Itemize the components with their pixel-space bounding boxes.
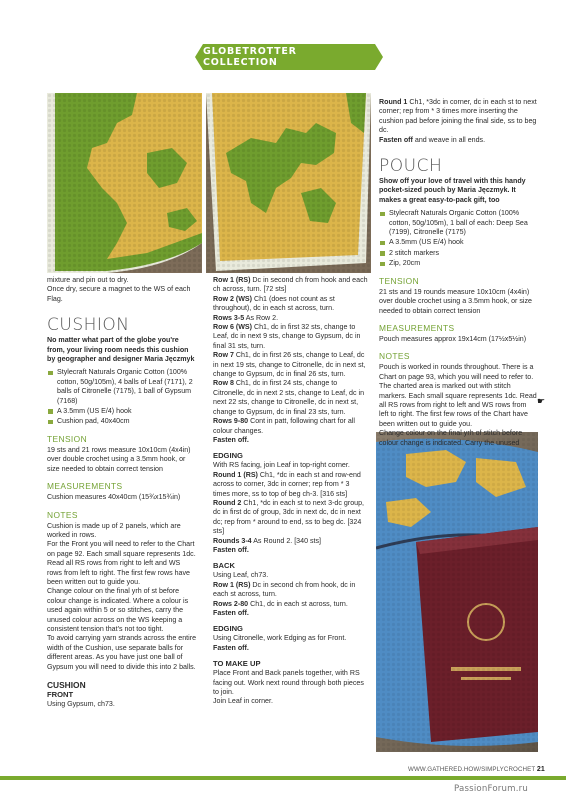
column-3 — [379, 98, 537, 448]
list-item: Cushion pad, 40x40cm — [47, 417, 197, 426]
notes-heading: NOTES — [379, 351, 410, 362]
round-text: Ch1, *3dc in corner, dc in each st to next corner; rep from * 3 times more inserting the cushion pad before joining the final side, ss to beg dc. — [379, 98, 537, 135]
edging-heading: EDGING — [213, 624, 243, 634]
cushion-heading: CUSHION — [47, 315, 130, 336]
front-text: Using Gypsum, ch73. — [47, 700, 115, 708]
fasten-off-text: Fasten off. — [213, 643, 249, 652]
fasten-off-text: Fasten off. — [213, 545, 249, 554]
make-up-text: Join Leaf in corner. — [213, 697, 273, 706]
make-up-heading: TO MAKE UP — [213, 659, 261, 669]
measurements-text: Pouch measures approx 19x14cm (17½x5½in) — [379, 334, 527, 343]
pouch-intro: Show off your love of travel with this handy pocket-sized pouch by Maria Jęczmyk. It makes a great easy-to-pack gift, too — [379, 177, 526, 204]
footer-bar — [0, 776, 566, 780]
row-text: Ch1, dc in each st across, turn. — [248, 599, 348, 608]
col1-text: mixture and pin out to dry. — [47, 276, 129, 284]
row-label: Row 2 (WS) — [213, 294, 253, 303]
edging-heading: EDGING — [213, 451, 243, 461]
cushion-photo-left — [47, 93, 202, 273]
edging-text: With RS facing, join Leaf in top-right corner. — [213, 461, 350, 470]
list-item: A 3.5mm (US E/4) hook — [47, 407, 197, 416]
back-text: Using Leaf, ch73. — [213, 571, 269, 580]
continue-arrow-icon: ☛ — [537, 396, 546, 406]
row-label: Row 8 — [213, 379, 234, 388]
row-text: As Row 2. — [244, 313, 279, 322]
tension-text: 19 sts and 21 rows measure 10x10cm (4x4in) over double crochet using a 3.5mm hook, or size needed to obtain correct tension — [47, 445, 191, 473]
front-heading: FRONT — [47, 690, 74, 699]
notes-text: To avoid carrying yarn strands across the entire width of the Cushion, use separate balls for different areas. As you have just one ball of Gypsum you will need to divide this into 2 balls. — [47, 634, 197, 671]
round-text: Ch1, *dc in each st to next 3-dc group, dc in first dc of group, 3dc in next dc, dc in next dc; rep from * around to end, ss to beg dc. [324 sts] — [213, 498, 365, 536]
tension-heading: TENSION — [47, 433, 88, 444]
row-text: Dc in second ch from hook, dc in each st across, turn. — [213, 580, 356, 599]
fasten-off-text: Fasten off. — [213, 609, 249, 617]
cushion-section-heading: CUSHION — [47, 680, 86, 690]
row-text: Ch1, dc in first 24 sts, change to Citronelle, dc in next 2 sts, change to Leaf, dc in next 22 sts, change to Citronelle, dc in next st, change to Gypsum, dc in final 23 sts, turn. — [213, 379, 365, 416]
page-number: 21 — [536, 766, 545, 773]
back-heading: BACK — [213, 561, 235, 571]
col1-text: Once dry, secure a magnet to the WS of each Flag. — [47, 285, 191, 303]
tension-heading: TENSION — [379, 275, 420, 286]
cushion-intro: No matter what part of the globe you're from, your living room needs this cushion by geographer and designer Maria Jęczmyk — [47, 336, 195, 364]
row-label: Rows 9-80 — [213, 417, 249, 426]
list-item: 2 stitch markers — [379, 249, 537, 258]
row-text: Dc in second ch from hook and each ch across, turn. [72 sts] — [213, 276, 368, 294]
pouch-materials-list — [379, 209, 537, 268]
row-label: Row 1 (RS) — [213, 580, 251, 589]
row-label: Row 1 (RS) — [213, 276, 251, 284]
footer-url: WWW.GATHERED.HOW/SIMPLYCROCHET — [408, 766, 536, 773]
row-label: Rows 3-5 — [213, 313, 245, 322]
round-label: Rounds 3-4 — [213, 536, 252, 545]
list-item: Stylecraft Naturals Organic Cotton (100% cotton, 50g/105m), 4 balls of Leaf (7171), 2 balls of Citronelle (7175), 1 ball of Gypsum (7168) — [47, 368, 197, 406]
page-footer — [408, 766, 545, 773]
row-text: Cont in patt, following chart for all colour changes. — [213, 417, 355, 435]
row-text: Ch1, dc in first 26 sts, change to Leaf, dc in next 19 sts, change to Citronelle, dc in next st, change to Gypsum, dc in final 26 sts, turn. — [213, 351, 366, 379]
column-2 — [213, 276, 368, 707]
column-1 — [47, 276, 197, 709]
pouch-heading: POUCH — [379, 156, 443, 177]
notes-text: Change colour on the final yrh of stitch before colour change is indicated. Carry the unused — [379, 429, 523, 447]
list-item: Zip, 20cm — [379, 259, 537, 268]
row-text: Ch1 (does not count as st throughout), dc in each st across, turn. — [213, 294, 335, 313]
row-label: Rows 2-80 — [213, 599, 249, 608]
notes-text: Change colour on the final yrh of st before colour change is indicated. Where a colour is used again within 5 or so stitches, carry the unused colour across on the WS keeping a consistent tension that's not too tight. — [47, 587, 189, 633]
row-text: Ch1, dc in first 32 sts, change to Leaf, dc in next 9 sts, change to Gypsum, dc in final 31 sts, turn. — [213, 323, 361, 350]
notes-text: Cushion is made up of 2 panels, which are worked in rows. — [47, 521, 181, 539]
measurements-text: Cushion measures 40x40cm (15¾x15¾in) — [47, 493, 181, 502]
edging-text: Using Citronelle, work Edging as for Front. — [213, 634, 347, 643]
cushion-photo-right — [206, 93, 371, 273]
fasten-off-label: Fasten off — [379, 135, 413, 144]
list-item: A 3.5mm (US E/4) hook — [379, 238, 537, 247]
tension-text: 21 sts and 19 rounds measure 10x10cm (4x4in) over double crochet using a 3.5mm hook, or size needed to obtain correct tension — [379, 287, 532, 315]
notes-text: For the Front you will need to refer to the Chart on page 92. Each small square represents 1dc. Read all RS rows from right to left and WS rows from left to right. The first few rows have been written out to guide you. — [47, 540, 196, 586]
measurements-heading: MEASUREMENTS — [379, 322, 455, 333]
round-label: Round 1 — [379, 98, 408, 106]
collection-banner-label: GLOBETROTTER COLLECTION — [203, 46, 297, 68]
cushion-materials-list — [47, 368, 197, 426]
round-label: Round 2 — [213, 498, 242, 507]
round-label: Round 1 (RS) — [213, 470, 258, 479]
fasten-off-text: and weave in all ends. — [412, 135, 486, 144]
measurements-heading: MEASUREMENTS — [47, 481, 123, 492]
make-up-text: Place Front and Back panels together, with RS facing out. Work next round through both pieces to join. — [213, 669, 364, 697]
collection-banner — [203, 44, 375, 70]
watermark: PassionForum.ru — [454, 784, 529, 794]
list-item: Stylecraft Naturals Organic Cotton (100% cotton, 50g/105m), 1 ball of each: Deep Sea (7199), Citronelle (7175) — [379, 209, 537, 237]
row-label: Row 7 — [213, 351, 234, 360]
notes-heading: NOTES — [47, 509, 78, 520]
round-text: Ch1, *dc in each st and row-end across to corner, 3dc in corner; rep from * 3 times more, ss to top of beg ch-3. [316 sts] — [213, 470, 361, 498]
row-label: Row 6 (WS) — [213, 323, 253, 332]
notes-text: Pouch is worked in rounds throughout. There is a Chart on page 93, which you will need to refer to. The charted area is marked out with stitch markers. Each small square represents 1dc. Read all RS rows from right to left and WS rows from left to right. The first few rows of the Chart have been written out to guide you. — [379, 363, 537, 428]
round-text: As Round 2. [340 sts] — [251, 536, 322, 545]
pouch-passport-photo — [376, 432, 538, 752]
fasten-off-text: Fasten off. — [213, 435, 249, 444]
